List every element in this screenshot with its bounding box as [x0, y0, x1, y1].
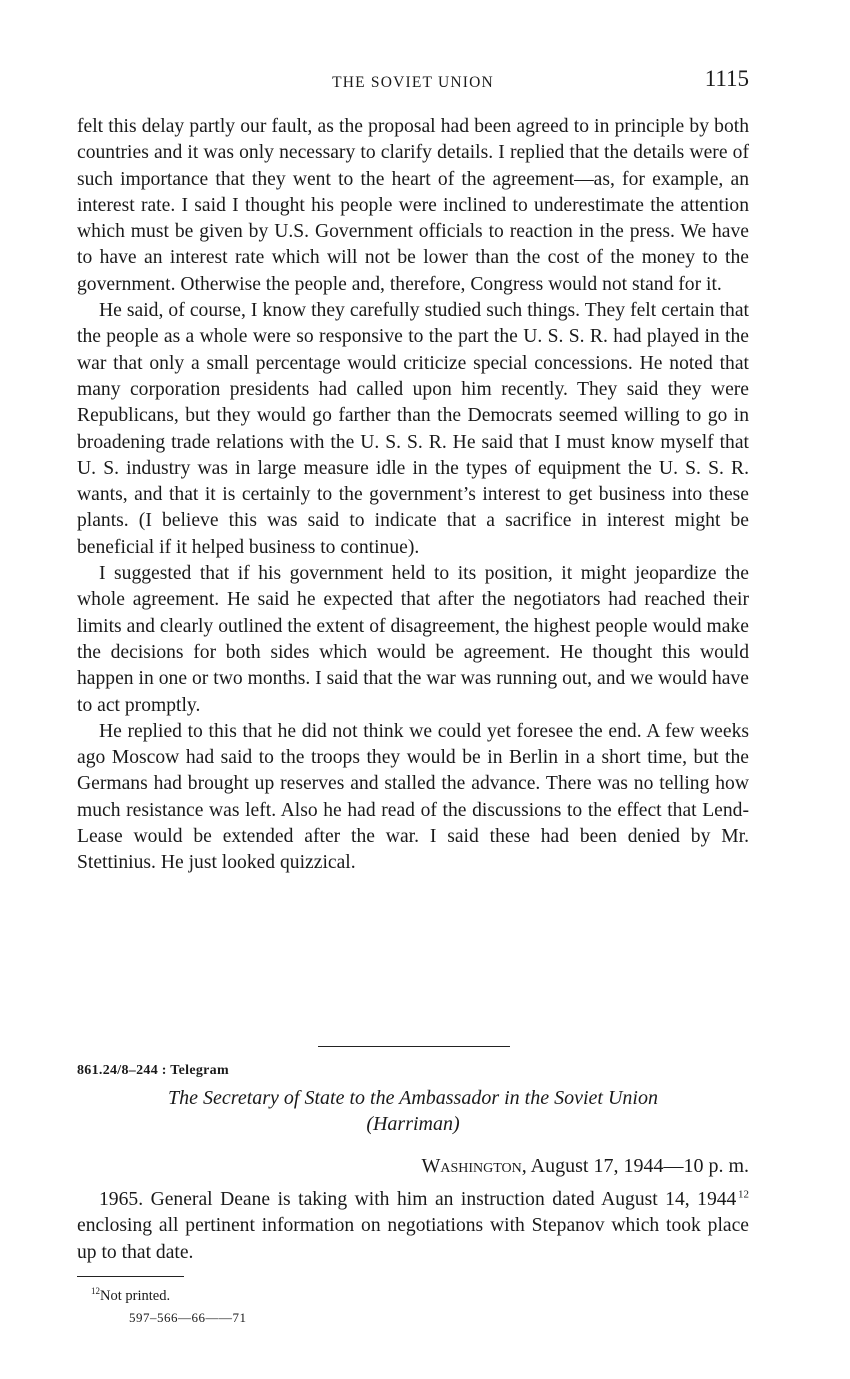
telegram-text-after: enclosing all pertinent information on negotiations with Stepanov which took place up to that date.	[77, 1215, 749, 1263]
paragraph: I suggested that if his government held to its position, it might jeopardize the whole agreement. He said he expected that after the negotiators had reached their limits and clearly outlined the extent of disagreement, the highest people would make the decisions for both sides which would be agreement. He thought this would happen in one or two months. I said that the war was running out, and we would have to act promptly.	[77, 563, 749, 716]
telegram-text	[77, 1187, 749, 1266]
running-title: THE SOVIET UNION	[332, 74, 494, 91]
page-number: 1115	[704, 66, 749, 91]
section-divider	[318, 1046, 510, 1047]
paragraph: He replied to this that he did not think we could yet foresee the end. A few weeks ago Moscow had said to the troops they would be in Berlin in a short time, but the Germans had brought up reserves and stalled the advance. There was no telling how much resistance was left. Also he had read of the discussions to the effect that Lend-Lease would be extended after the war. I said these had been denied by Mr. Stettinius. He just looked quizzical.	[77, 720, 749, 874]
footnote-marker: 12	[91, 1286, 100, 1296]
dateline	[421, 1155, 749, 1178]
document-title-line: (Harriman)	[366, 1113, 460, 1135]
document-title-line: The Secretary of State to the Ambassador in the Soviet Union	[168, 1087, 658, 1109]
telegram-text-before: 1965. General Deane is taking with him an instruction dated August 14, 1944	[99, 1189, 737, 1210]
footnote-text: Not printed.	[100, 1287, 171, 1304]
paragraph: felt this delay partly our fault, as the proposal had been agreed to in principle by both countries and it was only necessary to clarify details. I replied that the details were of such importance that they went to the heart of the agreement—as, for example, an interest rate. I said I thought his people were inclined to underestimate the attention which must be given by U.S. Government officials to reaction in the press. We have to have an interest rate which will not be lower than the cost of the money to the government. Otherwise the people and, therefore, Congress would not stand for it.	[77, 116, 749, 295]
footnote-reference: 12	[738, 1188, 749, 1201]
printer-signature-mark: 597–566—66——71	[129, 1310, 247, 1325]
dateline-date: August 17, 1944—10 p. m.	[530, 1155, 749, 1177]
footnote	[91, 1286, 170, 1305]
file-reference: 861.24/8–244 : Telegram	[77, 1063, 229, 1078]
footnote-divider	[77, 1276, 184, 1277]
dateline-place: Washington,	[421, 1155, 527, 1177]
paragraph: He said, of course, I know they carefully studied such things. They felt certain that the people as a whole were so responsive to the part the U. S. S. R. had played in the war that only a small percentage would criticize special concessions. He noted that many corporation presidents had called upon him recently. They said they were Republicans, but they would go farther than the Democrats seemed willing to go in broadening trade relations with the U. S. S. R. He said that I must know myself that U. S. industry was in large measure idle in the types of equipment the U. S. S. R. wants, and that it is certainly to the government’s interest to get business into these plants. (I believe this was said to indicate that a sacrifice in interest might be beneficial if it helped business to continue).	[77, 300, 749, 558]
document-title	[77, 1085, 749, 1137]
telegram-paragraph	[77, 1187, 749, 1266]
running-head	[77, 66, 749, 96]
body-text	[77, 114, 749, 877]
